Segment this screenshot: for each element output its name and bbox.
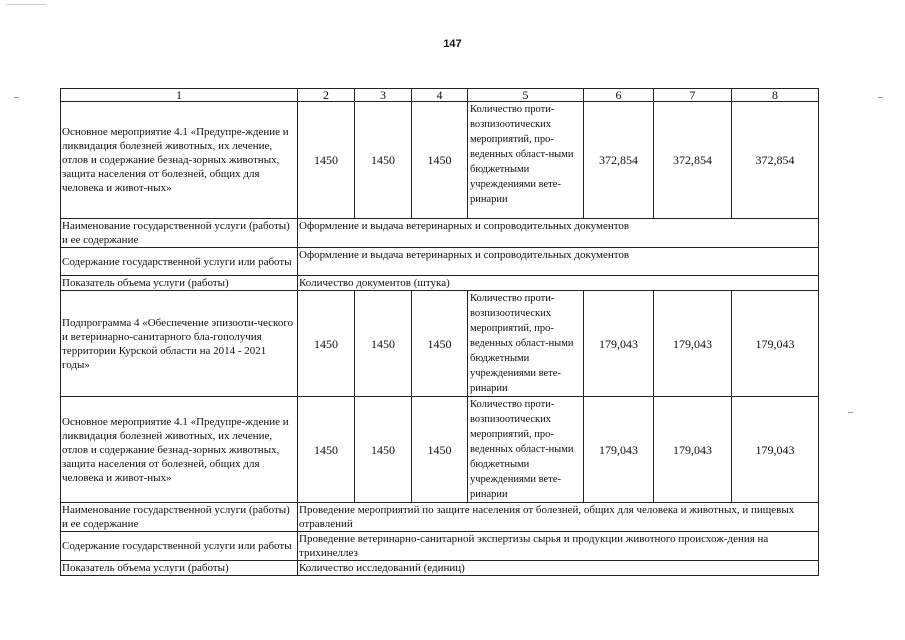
table-row: [61, 532, 819, 561]
cell-code: 1450: [355, 291, 412, 397]
scan-artifact: [14, 97, 19, 98]
row-text: Оформление и выдача ветеринарных и сопроводительных документов: [298, 219, 819, 248]
column-header: 2: [298, 89, 355, 102]
activity-name: Подпрограмма 4 «Обеспечение эпизооти-ческого и ветеринарно-санитарного бла-гополучия территории Курской области на 2014 - 2021 годы»: [61, 291, 298, 397]
row-text: Проведение мероприятий по защите населения от болезней, общих для человека и животных, и пищевых отравлений: [298, 503, 819, 532]
row-text: Оформление и выдача ветеринарных и сопроводительных документов: [298, 248, 819, 276]
budget-table: [60, 88, 819, 576]
column-number-header-row: [61, 89, 819, 102]
cell-value: 179,043: [584, 291, 654, 397]
column-header: 3: [355, 89, 412, 102]
cell-code: 1450: [298, 397, 355, 503]
cell-code: 1450: [298, 102, 355, 219]
row-text: Количество документов (штука): [298, 276, 819, 291]
cell-code: 1450: [355, 102, 412, 219]
table-row: [61, 219, 819, 248]
cell-value: 372,854: [732, 102, 819, 219]
table-row: [61, 276, 819, 291]
row-label: Наименование государственной услуги (работы) и ее содержание: [61, 503, 298, 532]
column-header: 8: [732, 89, 819, 102]
cell-code: 1450: [412, 102, 468, 219]
cell-code: 1450: [355, 397, 412, 503]
table-row: [61, 397, 819, 503]
table-row: [61, 248, 819, 276]
scan-artifact: [878, 97, 883, 98]
indicator-text: Количество проти-возпизоотических мероприятий, про-веденных област-ными бюджетными учреждениями вете-ринарии: [468, 102, 584, 219]
column-header: 1: [61, 89, 298, 102]
table-row: [61, 102, 819, 219]
cell-value: 179,043: [654, 397, 732, 503]
activity-name: Основное мероприятие 4.1 «Предупре-ждение и ликвидация болезней животных, их лечение, отлов и содержание безнад-зорных животных, защита населения от болезней, общих для человека и живот-ных»: [61, 397, 298, 503]
scan-artifact: [6, 4, 46, 5]
indicator-text: Количество проти-возпизоотических мероприятий, про-веденных област-ными бюджетными учреждениями вете-ринарии: [468, 397, 584, 503]
cell-value: 179,043: [654, 291, 732, 397]
row-label: Показатель объема услуги (работы): [61, 276, 298, 291]
cell-code: 1450: [412, 291, 468, 397]
table-row: [61, 503, 819, 532]
row-text: Количество исследований (единиц): [298, 561, 819, 576]
activity-name: Основное мероприятие 4.1 «Предупре-ждение и ликвидация болезней животных, их лечение, отлов и содержание безнад-зорных животных, защита населения от болезней, общих для человека и живот-ных»: [61, 102, 298, 219]
row-text: Проведение ветеринарно-санитарной экспертизы сырья и продукции животного происхож-дения на трихинеллез: [298, 532, 819, 561]
cell-code: 1450: [412, 397, 468, 503]
row-label: Содержание государственной услуги или работы: [61, 248, 298, 276]
row-label: Содержание государственной услуги или работы: [61, 532, 298, 561]
cell-value: 179,043: [732, 397, 819, 503]
page-number: 147: [443, 38, 462, 50]
column-header: 5: [468, 89, 584, 102]
cell-value: 372,854: [584, 102, 654, 219]
row-label: Показатель объема услуги (работы): [61, 561, 298, 576]
column-header: 7: [654, 89, 732, 102]
cell-value: 372,854: [654, 102, 732, 219]
table-row: [61, 291, 819, 397]
table-row: [61, 561, 819, 576]
cell-value: 179,043: [584, 397, 654, 503]
row-label: Наименование государственной услуги (работы) и ее содержание: [61, 219, 298, 248]
cell-value: 179,043: [732, 291, 819, 397]
indicator-text: Количество проти-возпизоотических мероприятий, про-веденных област-ными бюджетными учреждениями вете-ринарии: [468, 291, 584, 397]
cell-code: 1450: [298, 291, 355, 397]
column-header: 6: [584, 89, 654, 102]
scan-artifact: [848, 412, 853, 413]
column-header: 4: [412, 89, 468, 102]
